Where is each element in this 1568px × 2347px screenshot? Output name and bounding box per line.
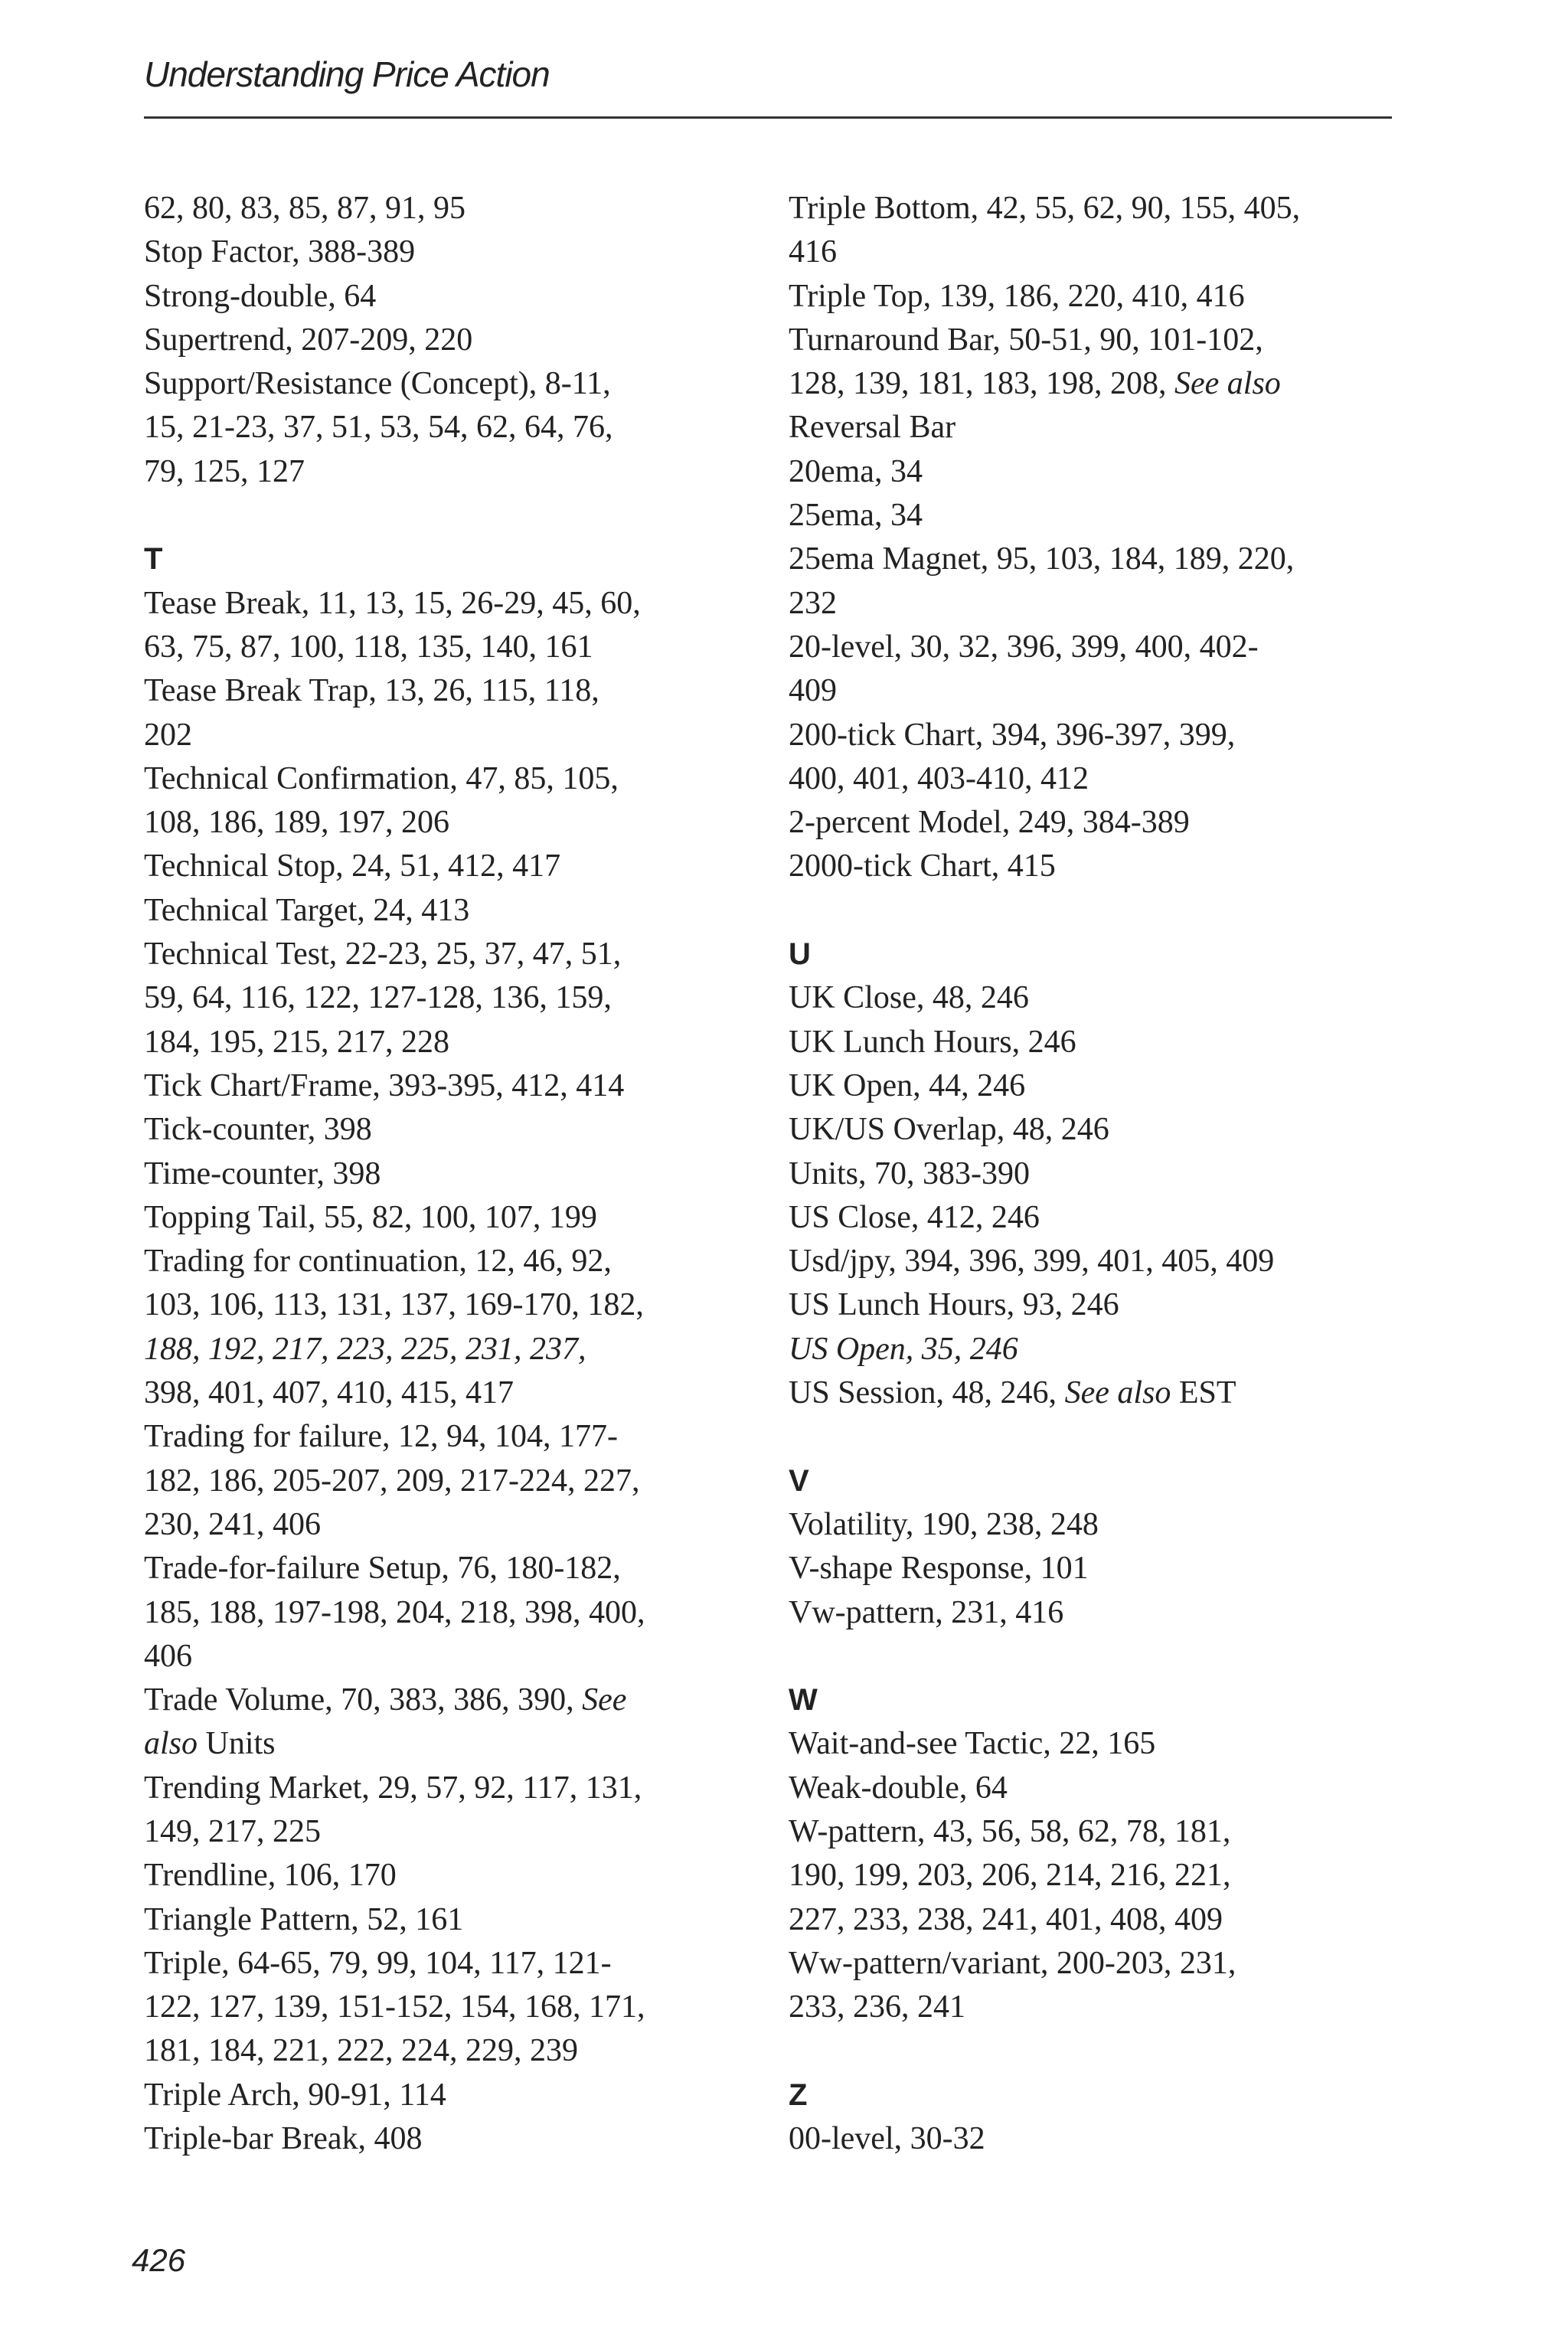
index-line: US Close, 412, 246	[789, 1199, 1040, 1235]
entry-text: Units	[198, 1726, 276, 1762]
index-line: Wait-and-see Tactic, 22, 165	[789, 1726, 1156, 1762]
index-line: 62, 80, 83, 85, 87, 91, 95	[144, 191, 466, 226]
index-line: Technical Target, 24, 413	[144, 892, 470, 928]
index-line: 00-level, 30-32	[789, 2121, 985, 2157]
section-spacer	[789, 2029, 1401, 2073]
index-line: Tick Chart/Frame, 393-395, 412, 414	[144, 1067, 625, 1103]
index-line: 15, 21-23, 37, 51, 53, 54, 62, 64, 76,	[144, 410, 613, 446]
index-line: 108, 186, 189, 197, 206	[144, 805, 449, 841]
index-line-italic: 188, 192, 217, 223, 225, 231, 237,	[144, 1331, 586, 1367]
index-line: Vw-pattern, 231, 416	[789, 1594, 1064, 1630]
index-line: UK Open, 44, 246	[789, 1067, 1026, 1103]
index-column-left	[144, 187, 756, 2161]
index-line: Technical Test, 22-23, 25, 37, 47, 51,	[144, 937, 622, 972]
index-line: Tease Break, 11, 13, 15, 26-29, 45, 60,	[144, 585, 641, 621]
section-letter-w: W	[789, 1683, 818, 1718]
index-line: Supertrend, 207-209, 220	[144, 322, 473, 358]
index-line: Triple, 64-65, 79, 99, 104, 117, 121-	[144, 1945, 612, 1981]
running-head-title: Understanding Price Action	[144, 54, 550, 94]
index-line: 20ema, 34	[789, 453, 923, 489]
section-letter-u: U	[789, 937, 811, 972]
see-also-text: See also	[1174, 366, 1281, 402]
index-line: Triple Bottom, 42, 55, 62, 90, 155, 405,	[789, 191, 1301, 226]
index-line: Trading for failure, 12, 94, 104, 177-	[144, 1419, 619, 1455]
index-line: Technical Stop, 24, 51, 412, 417	[144, 848, 561, 884]
index-line: 181, 184, 221, 222, 224, 229, 239	[144, 2033, 578, 2069]
index-entry-turnaround-cont	[789, 362, 1401, 406]
index-line: 409	[789, 673, 837, 709]
index-block-s	[144, 187, 756, 494]
index-block-t3	[144, 1767, 756, 2162]
index-block-t1	[144, 582, 756, 1328]
index-line: UK Close, 48, 246	[789, 980, 1029, 1016]
index-line: Triple Top, 139, 186, 220, 410, 416	[789, 278, 1245, 314]
index-line: Triple-bar Break, 408	[144, 2121, 423, 2157]
index-entry-trade-volume-cont	[144, 1722, 756, 1766]
index-line: Trading for continuation, 12, 46, 92,	[144, 1244, 612, 1280]
entry-text: 128, 139, 181, 183, 198, 208,	[789, 366, 1174, 402]
see-text: See	[582, 1682, 627, 1718]
index-line: Technical Confirmation, 47, 85, 105,	[144, 760, 619, 796]
index-line: 79, 125, 127	[144, 453, 305, 489]
section-spacer	[789, 1415, 1401, 1459]
index-block-z	[789, 2117, 1401, 2161]
index-line: W-pattern, 43, 56, 58, 62, 78, 181,	[789, 1813, 1231, 1849]
index-line: UK Lunch Hours, 246	[789, 1024, 1076, 1060]
index-line: 63, 75, 87, 100, 118, 135, 140, 161	[144, 629, 593, 665]
index-line: Reversal Bar	[789, 410, 956, 446]
see-also-text: See also	[1064, 1375, 1171, 1411]
index-block-t2	[144, 1371, 756, 1679]
entry-text: EST	[1171, 1375, 1236, 1411]
index-line: Stop Factor, 388-389	[144, 234, 416, 270]
entry-text: US Session, 48, 246,	[789, 1375, 1065, 1411]
index-line: Tease Break Trap, 13, 26, 115, 118,	[144, 673, 599, 709]
index-line: 190, 199, 203, 206, 214, 216, 221,	[789, 1858, 1231, 1894]
index-block-t4b	[789, 406, 1401, 888]
index-line: Trade-for-failure Setup, 76, 180-182,	[144, 1551, 621, 1587]
index-line: V-shape Response, 101	[789, 1551, 1089, 1587]
index-line: Time-counter, 398	[144, 1156, 381, 1191]
header-rule	[144, 116, 1392, 119]
section-letter-t: T	[144, 542, 163, 577]
index-line: 398, 401, 407, 410, 415, 417	[144, 1375, 514, 1411]
index-line: 2-percent Model, 249, 384-389	[789, 805, 1190, 841]
index-line: Trendline, 106, 170	[144, 1858, 397, 1894]
entry-text: Trade Volume, 70, 383, 386, 390,	[144, 1682, 583, 1718]
index-line: Triangle Pattern, 52, 161	[144, 1901, 464, 1937]
index-line: Strong-double, 64	[144, 278, 377, 314]
index-line: 227, 233, 238, 241, 401, 408, 409	[789, 1901, 1223, 1937]
index-block-v	[789, 1503, 1401, 1635]
index-line: Triple Arch, 90-91, 114	[144, 2077, 446, 2113]
index-line: 182, 186, 205-207, 209, 217-224, 227,	[144, 1463, 640, 1499]
index-block-u1	[789, 976, 1401, 1327]
index-line: 2000-tick Chart, 415	[789, 848, 1056, 884]
also-text: also	[144, 1726, 198, 1762]
index-line: 406	[144, 1638, 192, 1674]
index-line: US Lunch Hours, 93, 246	[789, 1287, 1119, 1323]
index-line: Units, 70, 383-390	[789, 1156, 1030, 1191]
index-line: Trending Market, 29, 57, 92, 117, 131,	[144, 1770, 642, 1806]
index-block-t4a	[789, 187, 1401, 362]
index-line: Usd/jpy, 394, 396, 399, 401, 405, 409	[789, 1244, 1275, 1280]
index-column-right	[789, 187, 1401, 2161]
index-line: 230, 241, 406	[144, 1506, 321, 1542]
index-line: 122, 127, 139, 151-152, 154, 168, 171,	[144, 1989, 645, 2025]
index-line: 232	[789, 585, 837, 621]
section-spacer	[144, 494, 756, 538]
index-line: 202	[144, 717, 192, 753]
index-line: 25ema Magnet, 95, 103, 184, 189, 220,	[789, 541, 1295, 577]
index-line: 200-tick Chart, 394, 396-397, 399,	[789, 717, 1236, 753]
index-line: Volatility, 190, 238, 248	[789, 1506, 1099, 1542]
section-letter-v: V	[789, 1463, 809, 1498]
page-number: 426	[132, 2242, 186, 2278]
index-line: UK/US Overlap, 48, 246	[789, 1112, 1109, 1148]
section-spacer	[789, 1635, 1401, 1679]
index-line: 185, 188, 197-198, 204, 218, 398, 400,	[144, 1594, 645, 1630]
index-line: Topping Tail, 55, 82, 100, 107, 199	[144, 1199, 597, 1235]
index-line: Weak-double, 64	[789, 1770, 1008, 1806]
index-entry-us-open: US Open, 35, 246	[789, 1331, 1018, 1367]
index-line: Turnaround Bar, 50-51, 90, 101-102,	[789, 322, 1263, 358]
index-line: Tick-counter, 398	[144, 1112, 372, 1148]
section-spacer	[789, 889, 1401, 933]
index-line: 233, 236, 241	[789, 1989, 965, 2025]
index-line: 184, 195, 215, 217, 228	[144, 1024, 449, 1060]
index-line: 149, 217, 225	[144, 1813, 321, 1849]
index-block-w	[789, 1722, 1401, 2029]
index-line: Support/Resistance (Concept), 8-11,	[144, 366, 611, 402]
index-line: 59, 64, 116, 122, 127-128, 136, 159,	[144, 980, 612, 1016]
index-entry-trade-volume	[144, 1679, 756, 1722]
index-line: 103, 106, 113, 131, 137, 169-170, 182,	[144, 1287, 644, 1323]
index-line: 416	[789, 234, 837, 270]
index-line: Ww-pattern/variant, 200-203, 231,	[789, 1945, 1236, 1981]
index-entry-us-session	[789, 1371, 1401, 1415]
section-letter-z: Z	[789, 2077, 808, 2112]
index-line: 20-level, 30, 32, 396, 399, 400, 402-	[789, 629, 1259, 665]
index-line: 25ema, 34	[789, 498, 923, 534]
index-line: 400, 401, 403-410, 412	[789, 760, 1089, 796]
